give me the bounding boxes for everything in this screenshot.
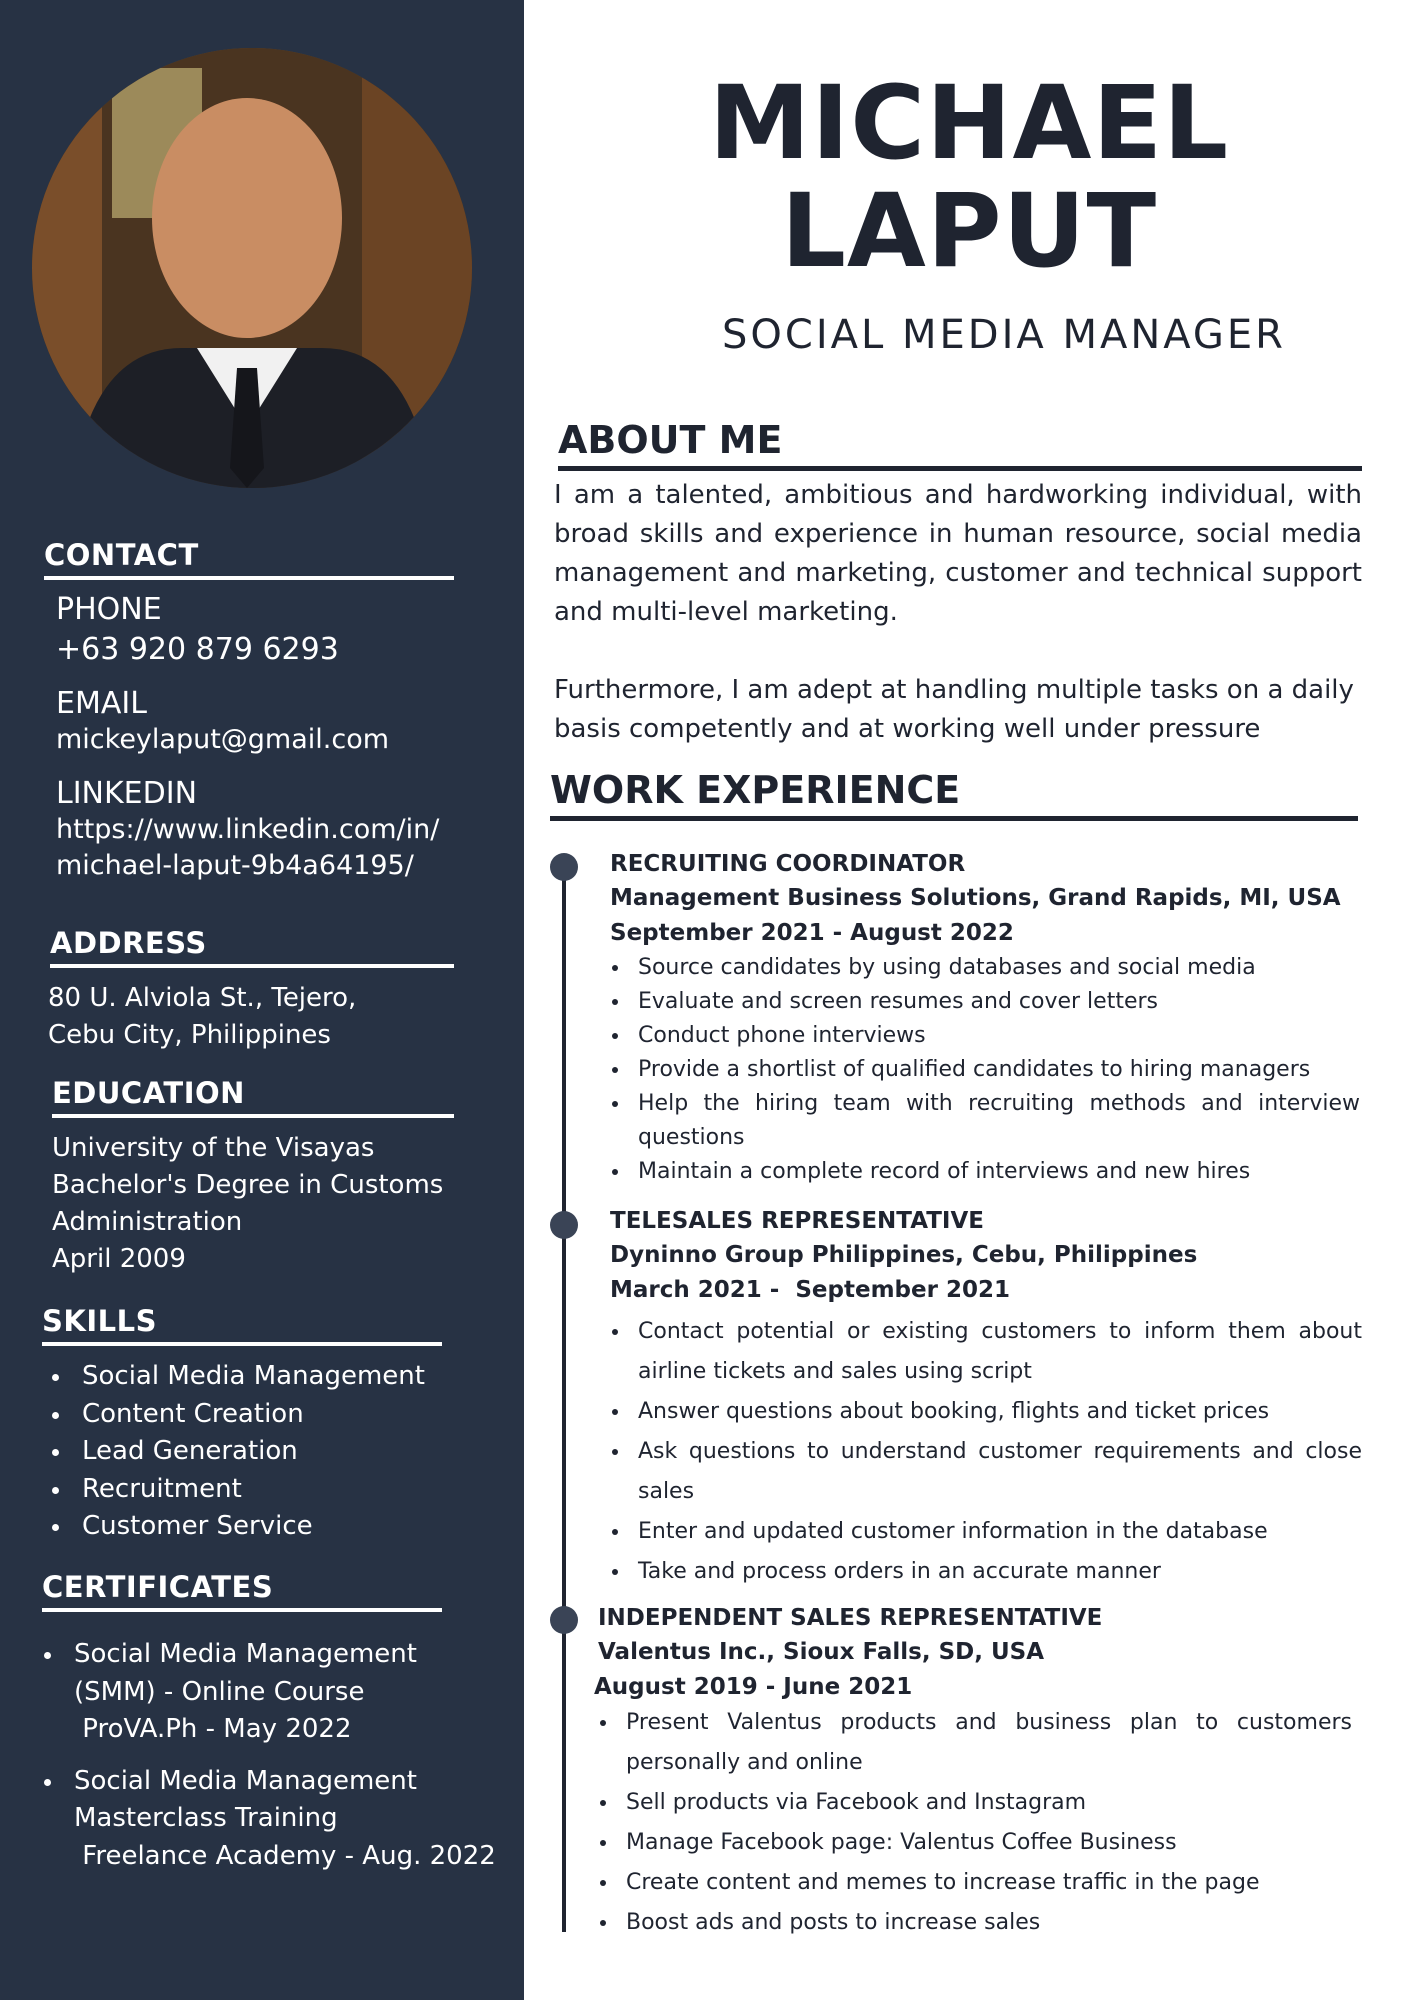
certificate-line: Masterclass Training [74, 1803, 338, 1833]
address-title: ADDRESS [50, 926, 454, 968]
linkedin-label: LINKEDIN [56, 776, 198, 811]
job-entry [610, 848, 1360, 1189]
job-bullet: Present Valentus products and business plan to customers personally and online [598, 1703, 1352, 1783]
job-title: TELESALES REPRESENTATIVE [610, 1208, 984, 1234]
phone-value: +63 920 879 6293 [56, 632, 339, 667]
education-title: EDUCATION [52, 1076, 454, 1118]
certificates-title: CERTIFICATES [42, 1570, 442, 1612]
address-line1: 80 U. Alviola St., Tejero, [48, 983, 357, 1013]
job-dates: March 2021 - September 2021 [610, 1277, 1010, 1303]
address-section [50, 926, 454, 1054]
job-bullets [598, 1703, 1352, 1943]
job-company: Dyninno Group Philippines, Cebu, Philippines [610, 1242, 1198, 1268]
about-title: ABOUT ME [558, 418, 1362, 471]
job-bullet: Take and process orders in an accurate manner [610, 1552, 1362, 1592]
job-bullet: Evaluate and screen resumes and cover letters [610, 985, 1360, 1019]
job-bullet: Conduct phone interviews [610, 1019, 1360, 1053]
certificate-line: Social Media Management [74, 1639, 417, 1669]
job-dates: August 2019 - June 2021 [594, 1674, 913, 1700]
job-role: SOCIAL MEDIA MANAGER [722, 312, 1286, 358]
job-bullet: Answer questions about booking, flights and ticket prices [610, 1392, 1362, 1432]
job-bullet: Contact potential or existing customers to inform them about airline tickets and sales using script [610, 1312, 1362, 1392]
linkedin-link-line2[interactable]: michael-laput-9b4a64195/ [56, 850, 414, 881]
linkedin-link-line1[interactable]: https://www.linkedin.com/in/ [56, 814, 440, 845]
skill-item: Customer Service [46, 1508, 442, 1546]
job-bullets [610, 951, 1360, 1189]
job-bullet: Maintain a complete record of interviews and new hires [610, 1155, 1360, 1189]
skill-item: Content Creation [46, 1396, 442, 1434]
skill-item: Lead Generation [46, 1433, 442, 1471]
job-bullet: Provide a shortlist of qualified candidates to hiring managers [610, 1053, 1360, 1087]
job-bullet: Help the hiring team with recruiting methods and interview questions [610, 1087, 1360, 1155]
about-paragraph: I am a talented, ambitious and hardworking individual, with broad skills and experience in human resource, social media management and marketing, customer and technical support and multi-level marketing. [554, 480, 1362, 627]
address-line2: Cebu City, Philippines [48, 1020, 331, 1050]
job-dates: September 2021 - August 2022 [610, 920, 1014, 946]
job-bullet: Sell products via Facebook and Instagram [598, 1783, 1352, 1823]
job-title: RECRUITING COORDINATOR [610, 851, 966, 877]
timeline-dot [550, 1211, 578, 1239]
certificate-line: (SMM) - Online Course [74, 1676, 365, 1707]
last-name: LAPUT [780, 172, 1158, 291]
about-paragraph: Furthermore, I am adept at handling multiple tasks on a daily basis competently and at working well under pressure [554, 675, 1354, 744]
contact-section [44, 538, 454, 884]
work-title: WORK EXPERIENCE [550, 768, 1358, 821]
skill-item: Recruitment [46, 1471, 442, 1509]
certificate-line: Social Media Management [74, 1765, 417, 1796]
certificate-line: ProVA.Ph - May 2022 [74, 1714, 352, 1744]
main-content [524, 0, 1414, 2000]
about-text [554, 476, 1362, 788]
certificate-item [42, 1636, 442, 1749]
job-company: Management Business Solutions, Grand Rapids, MI, USA [610, 885, 1341, 911]
education-school: University of the Visayas [52, 1133, 375, 1163]
skill-item: Social Media Management [46, 1358, 442, 1396]
job-bullets [610, 1312, 1362, 1592]
timeline-dot [550, 853, 578, 881]
certificates-list [42, 1636, 496, 1875]
sidebar [0, 0, 524, 2000]
email-link[interactable]: mickeylaput@gmail.com [56, 724, 390, 755]
phone-label: PHONE [56, 592, 162, 627]
timeline-line [562, 860, 566, 1932]
certificate-line: Freelance Academy - Aug. 2022 [74, 1840, 496, 1871]
skills-section [42, 1304, 442, 1546]
job-bullet: Create content and memes to increase traffic in the page [598, 1863, 1352, 1903]
candidate-name [524, 64, 1414, 291]
job-entry [594, 1602, 1352, 1943]
certificates-section [42, 1570, 496, 1889]
job-bullet: Ask questions to understand customer requirements and close sales [610, 1432, 1362, 1512]
skills-list [46, 1358, 442, 1546]
job-company: Valentus Inc., Sioux Falls, SD, USA [598, 1639, 1045, 1665]
education-degree-line1: Bachelor's Degree in Customs [52, 1170, 444, 1200]
profile-photo [32, 48, 472, 488]
job-entry [610, 1205, 1362, 1592]
timeline-dot [550, 1606, 578, 1634]
job-title: INDEPENDENT SALES REPRESENTATIVE [598, 1605, 1103, 1631]
job-bullet: Source candidates by using databases and social media [610, 951, 1360, 985]
certificate-item [42, 1763, 496, 1876]
education-degree-line2: Administration [52, 1207, 243, 1237]
profile-photo-illustration [32, 48, 472, 488]
skills-title: SKILLS [42, 1304, 442, 1346]
job-bullet: Boost ads and posts to increase sales [598, 1903, 1352, 1943]
first-name: MICHAEL [708, 64, 1230, 183]
job-bullet: Manage Facebook page: Valentus Coffee Business [598, 1823, 1352, 1863]
education-date: April 2009 [52, 1244, 186, 1274]
job-bullet: Enter and updated customer information in the database [610, 1512, 1362, 1552]
education-section [52, 1076, 454, 1278]
contact-title: CONTACT [44, 538, 454, 580]
email-label: EMAIL [56, 686, 147, 721]
